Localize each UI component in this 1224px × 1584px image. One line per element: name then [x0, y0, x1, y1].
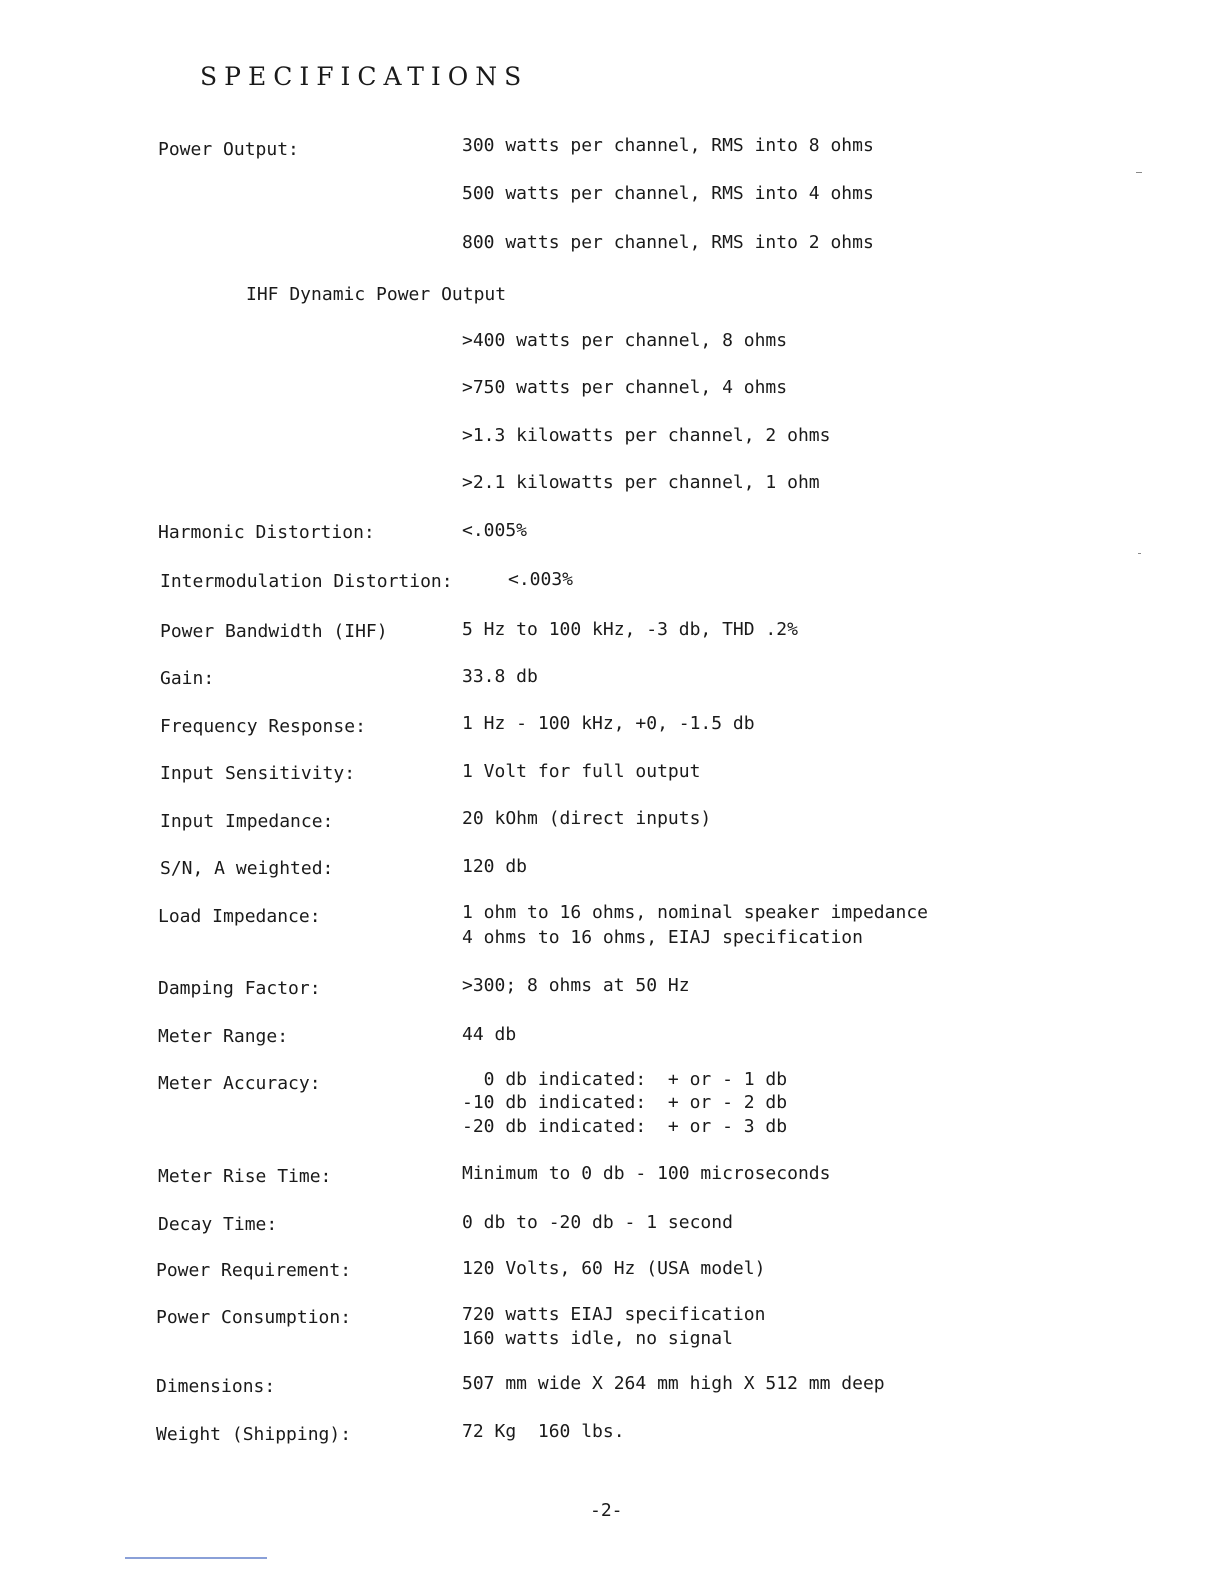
power-consumption-eiaj: 720 watts EIAJ specification — [462, 1304, 766, 1325]
gain-value: 33.8 db — [462, 666, 538, 687]
power-output-8ohm: 300 watts per channel, RMS into 8 ohms — [462, 135, 874, 156]
power-requirement-label: Power Requirement: — [156, 1260, 352, 1281]
input-impedance-value: 20 kOhm (direct inputs) — [462, 808, 712, 829]
damping-factor-value: >300; 8 ohms at 50 Hz — [462, 975, 690, 996]
meter-rise-time-label: Meter Rise Time: — [158, 1166, 332, 1187]
ihf-4ohm: >750 watts per channel, 4 ohms — [462, 377, 788, 398]
power-requirement-value: 120 Volts, 60 Hz (USA model) — [462, 1258, 766, 1279]
intermodulation-distortion-label: Intermodulation Distortion: — [160, 571, 453, 592]
weight-label: Weight (Shipping): — [156, 1424, 352, 1445]
ihf-dynamic-power-label: IHF Dynamic Power Output — [246, 284, 507, 305]
scan-speck — [1136, 172, 1142, 173]
harmonic-distortion-label: Harmonic Distortion: — [158, 522, 375, 543]
meter-range-value: 44 db — [462, 1024, 517, 1045]
harmonic-distortion-value: <.005% — [462, 520, 528, 541]
meter-accuracy-label: Meter Accuracy: — [158, 1073, 321, 1094]
power-bandwidth-label: Power Bandwidth (IHF) — [160, 621, 388, 642]
meter-accuracy-minus20db: -20 db indicated: + or - 3 db — [462, 1116, 788, 1137]
power-consumption-idle: 160 watts idle, no signal — [462, 1328, 733, 1349]
page-number: -2- — [590, 1500, 623, 1521]
frequency-response-value: 1 Hz - 100 kHz, +0, -1.5 db — [462, 713, 755, 734]
power-output-4ohm: 500 watts per channel, RMS into 4 ohms — [462, 183, 874, 204]
ihf-2ohm: >1.3 kilowatts per channel, 2 ohms — [462, 425, 831, 446]
bottom-rule — [125, 1557, 267, 1559]
gain-label: Gain: — [160, 668, 215, 689]
sn-ratio-value: 120 db — [462, 856, 528, 877]
ihf-1ohm: >2.1 kilowatts per channel, 1 ohm — [462, 472, 820, 493]
damping-factor-label: Damping Factor: — [158, 978, 321, 999]
meter-accuracy-minus10db: -10 db indicated: + or - 2 db — [462, 1092, 788, 1113]
intermodulation-distortion-value: <.003% — [508, 569, 574, 590]
power-output-2ohm: 800 watts per channel, RMS into 2 ohms — [462, 232, 874, 253]
weight-value: 72 Kg 160 lbs. — [462, 1421, 625, 1442]
page-title: SPECIFICATIONS — [200, 62, 529, 91]
scan-speck — [1138, 553, 1141, 554]
power-bandwidth-value: 5 Hz to 100 kHz, -3 db, THD .2% — [462, 619, 798, 640]
ihf-8ohm: >400 watts per channel, 8 ohms — [462, 330, 788, 351]
decay-time-label: Decay Time: — [158, 1214, 278, 1235]
power-consumption-label: Power Consumption: — [156, 1307, 352, 1328]
input-sensitivity-value: 1 Volt for full output — [462, 761, 701, 782]
load-impedance-eiaj: 4 ohms to 16 ohms, EIAJ specification — [462, 927, 863, 948]
load-impedance-nominal: 1 ohm to 16 ohms, nominal speaker impedance — [462, 902, 928, 923]
input-impedance-label: Input Impedance: — [160, 811, 334, 832]
load-impedance-label: Load Impedance: — [158, 906, 321, 927]
meter-rise-time-value: Minimum to 0 db - 100 microseconds — [462, 1163, 831, 1184]
frequency-response-label: Frequency Response: — [160, 716, 366, 737]
sn-ratio-label: S/N, A weighted: — [160, 858, 334, 879]
decay-time-value: 0 db to -20 db - 1 second — [462, 1212, 733, 1233]
meter-range-label: Meter Range: — [158, 1026, 289, 1047]
dimensions-label: Dimensions: — [156, 1376, 276, 1397]
dimensions-value: 507 mm wide X 264 mm high X 512 mm deep — [462, 1373, 885, 1394]
input-sensitivity-label: Input Sensitivity: — [160, 763, 356, 784]
meter-accuracy-0db: 0 db indicated: + or - 1 db — [462, 1069, 788, 1090]
power-output-label: Power Output: — [158, 139, 299, 160]
